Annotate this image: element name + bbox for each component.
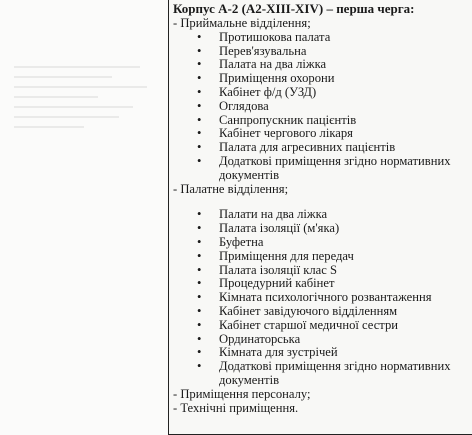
section-label-technical: - Технічні приміщення. <box>173 400 299 415</box>
list-item: • Кабінет чергового лікаря <box>173 127 472 141</box>
list-item: • Перев'язувальна <box>173 45 472 59</box>
section-label-staff: - Приміщення персоналу; <box>173 386 311 401</box>
list-item: • Ординаторська <box>173 333 472 347</box>
list-item: • Кабінет ф/д (УЗД) <box>173 86 472 100</box>
building-heading: Корпус А-2 (А2-ХІІІ-ХІV) – перша черга: <box>173 1 415 16</box>
list-item: • Палата на два ліжка <box>173 58 472 72</box>
list-item: • Палати на два ліжка <box>173 208 472 222</box>
list-item: • Кабінет старшої медичної сестри <box>173 319 472 333</box>
list-item: • Санпропускник пацієнтів <box>173 114 472 128</box>
list-item: • Палата ізоляції клас S <box>173 264 472 278</box>
list-item: • Кімната психологічного розвантаження <box>173 291 472 305</box>
list-item: • Буфетна <box>173 236 472 250</box>
list-item: • Додаткові приміщення згідно нормативних документів <box>173 155 472 183</box>
list-item: • Приміщення охорони <box>173 72 472 86</box>
list-item: • Процедурний кабінет <box>173 277 472 291</box>
list-item: • Додаткові приміщення згідно нормативних документів <box>173 360 472 388</box>
section-label-ward: - Палатне відділення; <box>173 181 289 196</box>
list-item: • Приміщення для передач <box>173 250 472 264</box>
bleed-through-text <box>14 58 154 208</box>
table-cell <box>168 0 472 435</box>
reception-room-list <box>173 31 472 183</box>
list-item: • Оглядова <box>173 100 472 114</box>
list-item: • Кімната для зустрічей <box>173 346 472 360</box>
list-item: • Протишокова палата <box>173 31 472 45</box>
ward-room-list <box>173 208 472 387</box>
section-label-reception: - Приймальне відділення; <box>173 16 311 30</box>
list-item: • Палата ізоляції (м'яка) <box>173 222 472 236</box>
list-item: • Кабінет завідуючого відділенням <box>173 305 472 319</box>
list-item: • Палата для агресивних пацієнтів <box>173 141 472 155</box>
left-blank-column <box>0 0 168 435</box>
